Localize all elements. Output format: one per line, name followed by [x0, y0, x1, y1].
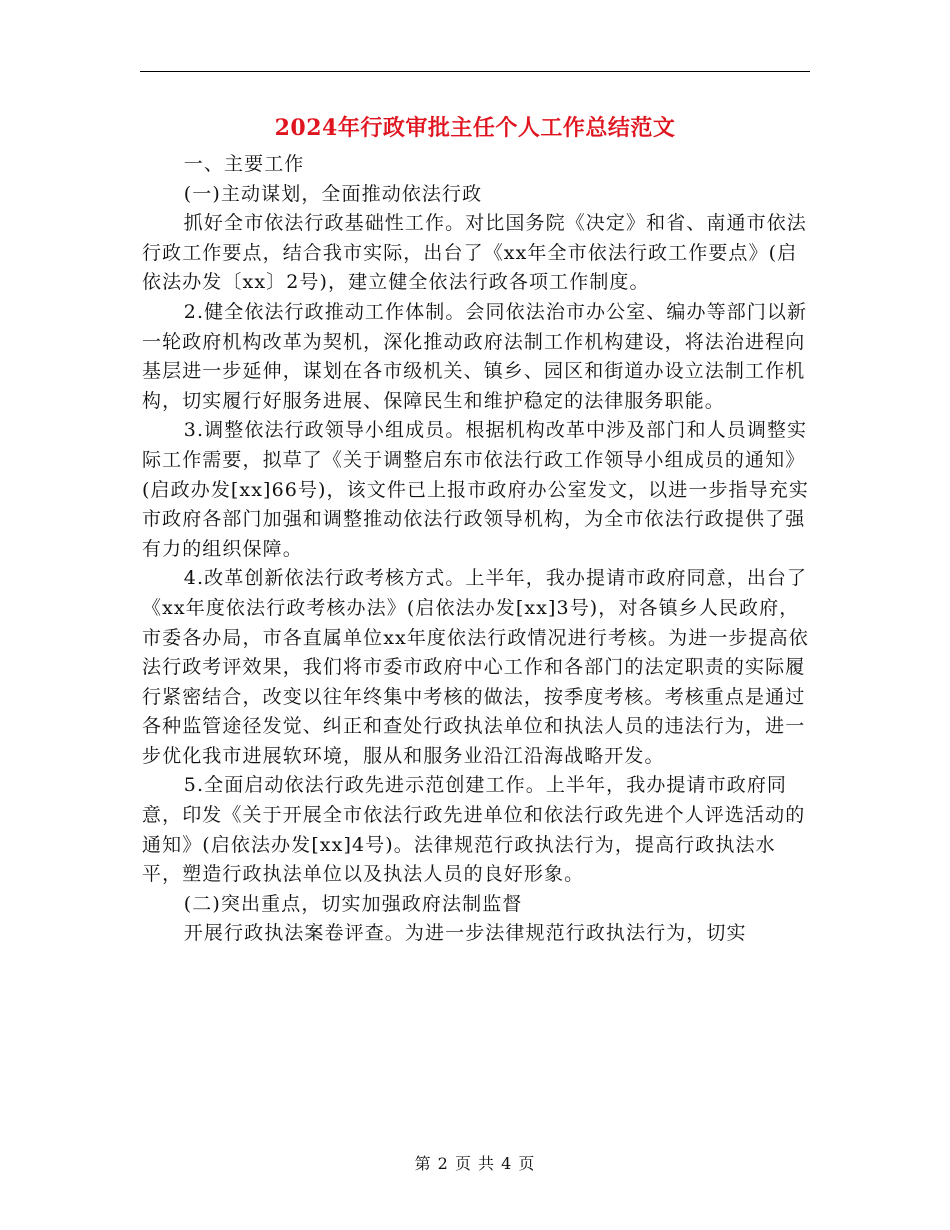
header-rule — [140, 71, 810, 72]
page-number: 第 2 页 共 4 页 — [414, 1154, 536, 1173]
page-footer — [140, 1153, 810, 1175]
body-paragraph: 开展行政执法案卷评查。为进一步法律规范行政执法行为，切实 — [183, 922, 747, 945]
body-paragraph: 抓好全市依法行政基础性工作。对比国务院《决定》和省、南通市依法行政工作要点，结合我市实际，出台了《xx年全市依法行政工作要点》(启依法办发〔xx〕2号)，建立健全依法行政各项工作制度。 — [142, 212, 807, 294]
document-title: 2024年行政审批主任个人工作总结范文 — [274, 115, 676, 141]
body-paragraph: 2.健全依法行政推动工作体制。会同依法治市办公室、编办等部门以新一轮政府机构改革为契机，深化推动政府法制工作机构建设，将法治进程向基层进一步延伸，谋划在各市级机关、镇乡、园区和街道办设立法制工作机构，切实履行好服务进展、保障民生和维护稳定的法律服务职能。 — [142, 300, 808, 412]
body-paragraph: 3.调整依法行政领导小组成员。根据机构改革中涉及部门和人员调整实际工作需要，拟草了《关于调整启东市依法行政工作领导小组成员的通知》(启政办发[xx]66号)，该文件已上报市政府办公室发文，以进一步指导充实市政府各部门加强和调整推动依法行政领导机构，为全市依法行政提供了强有力的组织保障。 — [142, 419, 809, 560]
body-paragraph: 4.改革创新依法行政考核方式。上半年，我办提请市政府同意，出台了《xx年度依法行政考核办法》(启依法办发[xx]3号)，对各镇乡人民政府，市委各办局，市各直属单位xx年度依法行政情况进行考核。为进一步提高依法行政考评效果，我们将市委市政府中心工作和各部门的法定职责的实际履行紧密结合，改变以往年终集中考核的做法，按季度考核。考核重点是通过各种监管途径发觉、纠正和查处行政执法单位和执法人员的违法行为，进一步优化我市进展软环境，服从和服务业沿江沿海战略开发。 — [142, 567, 809, 767]
section-heading: 一、主要工作 — [183, 153, 305, 175]
document-body — [142, 150, 810, 949]
subsection-heading: (二)突出重点，切实加强政府法制监督 — [183, 892, 523, 915]
body-paragraph: 5.全面启动依法行政先进示范创建工作。上半年，我办提请市政府同意，印发《关于开展全市依法行政先进单位和依法行政先进个人评选活动的通知》(启依法办发[xx]4号)。法律规范行政执法行为，提高行政执法水平，塑造行政执法单位以及执法人员的良好形象。 — [142, 774, 806, 886]
subsection-heading: (一)主动谋划，全面推动依法行政 — [183, 182, 483, 205]
